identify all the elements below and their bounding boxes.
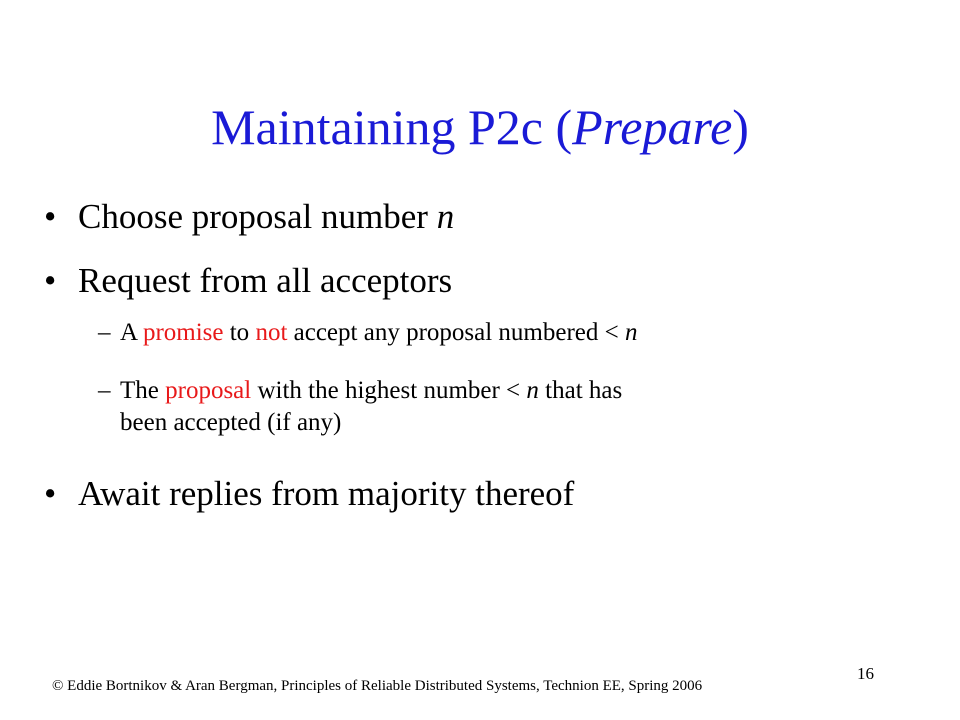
footer-copyright	[52, 678, 702, 695]
bullet-choose-proposal	[44, 197, 454, 237]
title-main: Maintaining P2c (	[211, 99, 573, 155]
bullet-marker: •	[44, 197, 57, 236]
bullet-text: Request from all acceptors	[78, 261, 453, 300]
subbullet-text: A	[120, 319, 143, 346]
slide-title	[0, 92, 960, 162]
subbullet-promise	[98, 317, 637, 349]
variable-n: n	[436, 197, 455, 236]
bullet-text: Choose proposal number	[78, 197, 437, 236]
highlight-promise: promise	[142, 319, 224, 346]
subbullet-marker: –	[98, 319, 111, 346]
subbullet-text: The	[120, 377, 166, 404]
subbullet-text: that has	[538, 377, 623, 404]
highlight-not: not	[255, 319, 288, 346]
subbullet-text: to	[223, 319, 256, 346]
variable-n: n	[526, 377, 539, 404]
title-italic: Prepare	[572, 99, 733, 155]
highlight-proposal: proposal	[165, 377, 252, 404]
variable-n: n	[624, 319, 638, 346]
footer-text: Eddie Bortnikov & Aran Bergman, Principles of Reliable Distributed Systems, Technion EE, Spring 2006	[63, 678, 703, 694]
subbullet-continuation: been accepted (if any)	[120, 409, 342, 436]
bullet-marker: •	[44, 261, 57, 300]
subbullet-text: accept any proposal numbered <	[287, 319, 625, 346]
bullet-text: Await replies from majority thereof	[78, 474, 575, 513]
subbullet-marker: –	[98, 377, 111, 404]
bullet-request-acceptors	[44, 261, 452, 301]
bullet-await-replies	[44, 474, 574, 514]
title-end: )	[732, 99, 749, 155]
subbullet-proposal	[98, 375, 622, 439]
subbullet-text: with the highest number <	[251, 377, 527, 404]
page-number: 16	[857, 664, 874, 683]
copyright-icon: ©	[52, 678, 64, 694]
bullet-marker: •	[44, 474, 57, 513]
